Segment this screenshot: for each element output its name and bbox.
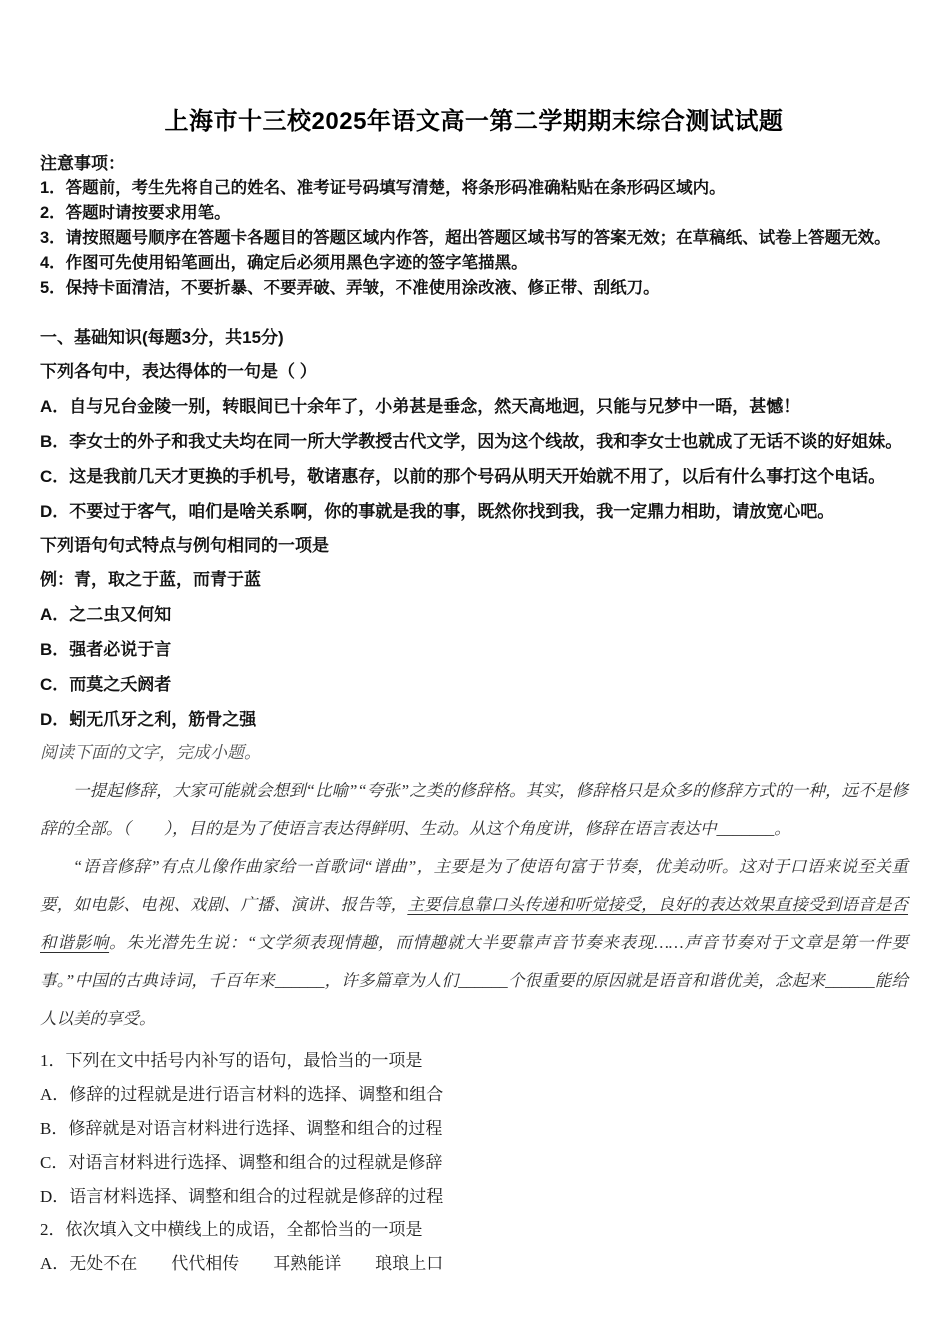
option-a: A．修辞的过程就是进行语言材料的选择、调整和组合 bbox=[40, 1085, 444, 1104]
option-d: D．蚓无爪牙之利，筋骨之强 bbox=[40, 710, 257, 729]
notice-heading: 注意事项： bbox=[40, 154, 125, 173]
example-sentence: 例：青，取之于蓝，而青于蓝 bbox=[40, 570, 261, 589]
reading-instruction: 阅读下面的文字，完成小题。 bbox=[40, 743, 261, 762]
passage-paragraph-1: 一提起修辞，大家可能就会想到“比喻”“夸张”之类的修辞格。其实，修辞格只是众多的修辞方式的一种，远不是修辞的全部。（ ），目的是为了使语言表达得鲜明、生动。从这个角度讲，修辞在语言表达中_______。 bbox=[40, 781, 908, 838]
question-sentence-pattern bbox=[40, 535, 908, 730]
notice-item-1: 1．答题前，考生先将自己的姓名、准考证号码填写清楚，将条形码准确粘贴在条形码区域内。 bbox=[40, 179, 726, 197]
option-a: A．之二虫又何知 bbox=[40, 605, 172, 624]
option-d: D．不要过于客气，咱们是啥关系啊，你的事就是我的事，既然你找到我，我一定鼎力相助，请放宽心吧。 bbox=[40, 502, 835, 521]
option-b: B．修辞就是对语言材料进行选择、调整和组合的过程 bbox=[40, 1119, 443, 1138]
notice-item-3: 3．请按照题号顺序在答题卡各题目的答题区域内作答，超出答题区域书写的答案无效；在草稿纸、试卷上答题无效。 bbox=[40, 229, 891, 247]
notice-item-2: 2．答题时请按要求用笔。 bbox=[40, 204, 231, 222]
section-basic-knowledge bbox=[40, 327, 908, 730]
option-a: A．无处不在 代代相传 耳熟能详 琅琅上口 bbox=[40, 1254, 444, 1273]
option-c: C．而莫之夭阏者 bbox=[40, 675, 172, 694]
section-heading: 一、基础知识(每题3分，共15分) bbox=[40, 328, 284, 347]
question-expression bbox=[40, 361, 908, 522]
option-c: C．对语言材料进行选择、调整和组合的过程就是修辞 bbox=[40, 1153, 443, 1172]
question-stem: 2．依次填入文中横线上的成语，全都恰当的一项是 bbox=[40, 1220, 423, 1239]
passage-text: “语音修辞”有点儿像作曲家给一首歌词“谱曲”，主要是为了使语句富于节奏，优美动听。这对于口语来说至关重要，如电影、电视、戏剧、广播、演讲、报告等， bbox=[40, 857, 908, 914]
page-title: 上海市十三校2025年语文高一第二学期期末综合测试试题 bbox=[164, 108, 784, 135]
question-stem: 下列各句中，表达得体的一句是（ ） bbox=[40, 362, 317, 381]
notice-section bbox=[40, 151, 908, 301]
option-b: B．李女士的外子和我丈夫均在同一所大学教授古代文学，因为这个线故，我和李女士也就成了无话不谈的好姐妹。 bbox=[40, 432, 903, 451]
passage-paragraph-2 bbox=[40, 848, 908, 1038]
notice-item-4: 4．作图可先使用铅笔画出，确定后必须用黑色字迹的签字笔描黑。 bbox=[40, 254, 528, 272]
option-b: B．强者必说于言 bbox=[40, 640, 172, 659]
option-d: D．语言材料选择、调整和组合的过程就是修辞的过程 bbox=[40, 1187, 444, 1206]
question-stem: 1．下列在文中括号内补写的语句，最恰当的一项是 bbox=[40, 1051, 423, 1070]
passage-underlined-text: 主要信息靠口头传递和听觉接受，良好的表达效果直接受到语音是否和谐影响 bbox=[40, 895, 909, 952]
question-1-bracket-sentence bbox=[40, 1050, 908, 1207]
passage-text: 。朱光潜先生说：“文学须表现情趣，而情趣就大半要靠声音节奏来表现……声音节奏对于文章是第一件要事。”中国的古典诗词，千百年来______，许多篇章为人们______个很重要的原因就是语音和谐优美，念起来______能给人以美的享受。 bbox=[40, 933, 908, 1028]
option-a: A．自与兄台金陵一别，转眼间已十余年了，小弟甚是垂念，然天高地迥，只能与兄梦中一晤，甚憾！ bbox=[40, 397, 801, 416]
option-c: C．这是我前几天才更换的手机号，敬诸惠存，以前的那个号码从明天开始就不用了，以后有什么事打这个电话。 bbox=[40, 467, 886, 486]
question-stem: 下列语句句式特点与例句相同的一项是 bbox=[40, 536, 329, 555]
reading-section bbox=[40, 742, 908, 1274]
notice-item-5: 5．保持卡面清洁，不要折暴、不要弄破、弄皱，不准使用涂改液、修正带、刮纸刀。 bbox=[40, 279, 660, 297]
question-2-idioms bbox=[40, 1219, 908, 1274]
